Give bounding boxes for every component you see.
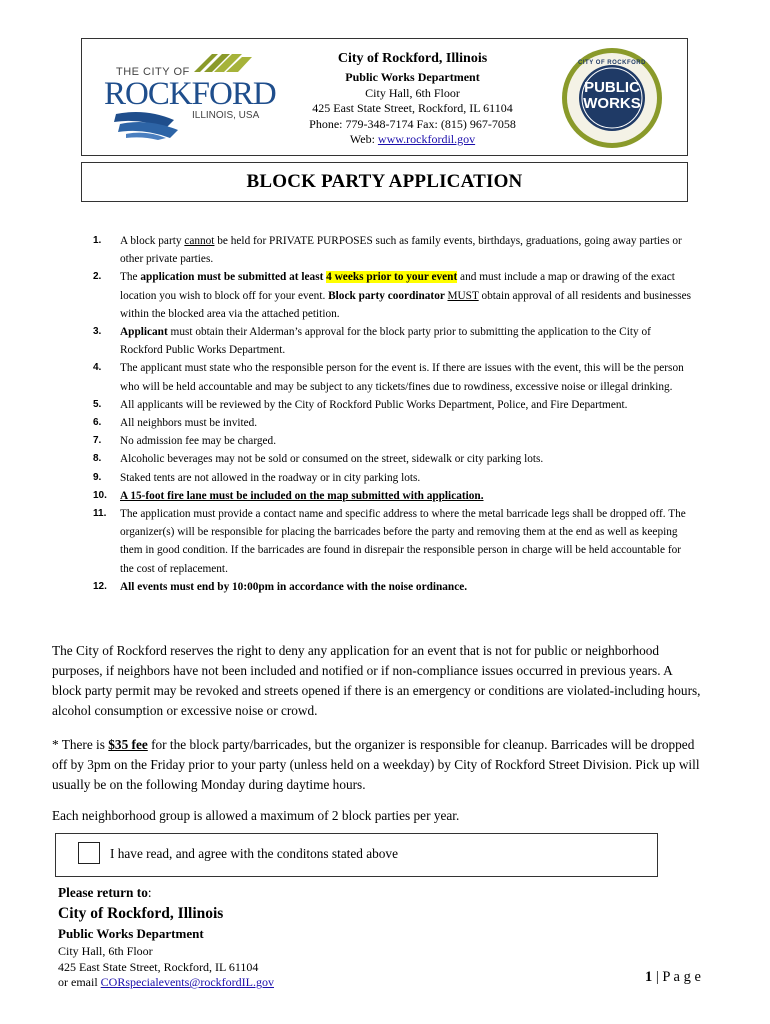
list-item	[93, 487, 693, 505]
rule-text: A block party	[120, 235, 185, 247]
rule-bold: Applicant	[120, 326, 168, 339]
list-item	[93, 469, 693, 487]
rule-bold: application must be submitted at least	[140, 271, 327, 284]
header-phone: Phone: 779-348-7174 Fax: (815) 967-7058	[309, 116, 516, 131]
public-works-seal	[560, 46, 664, 150]
agree-checkbox[interactable]	[78, 842, 100, 864]
list-item	[93, 450, 693, 468]
list-item	[93, 396, 693, 414]
list-item	[93, 232, 693, 268]
rule-text: The applicant must state who the responsible person for the event is. If there are issues with the event, this will be the person who will be held accountable and may be subject to any tickets/fines due to rowdiness, excessive noise or illegal drinking.	[120, 362, 684, 393]
email-prefix: or email	[58, 975, 101, 989]
page-separator: |	[652, 969, 663, 985]
rule-number: 4.	[93, 362, 102, 374]
rule-number: 11.	[93, 508, 107, 520]
list-item	[93, 505, 693, 578]
return-label-text: Please return to	[58, 885, 148, 900]
return-department: Public Works Department	[58, 926, 204, 941]
rule-text: must obtain their Alderman’s approval for the block party prior to submitting the application to the City of Rockford Public Works Department.	[120, 326, 651, 357]
email-link[interactable]: CORspecialevents@rockfordIL.gov	[100, 975, 274, 989]
rule-text: Staked tents are not allowed in the roadway or in city parking lots.	[120, 471, 421, 484]
return-label	[58, 884, 458, 901]
fee-text: for the block party/barricades, but the organizer is responsible for cleanup. Barricades will be dropped off by 3pm on the Friday prior to your party (unless held on a weekday) by City of Rockford Street Division. Pick up will usually be on the following Monday during daytime hours.	[52, 737, 700, 792]
header-department: Public Works Department	[345, 70, 480, 84]
list-item	[93, 414, 693, 432]
rule-highlight: 4 weeks prior to your event	[326, 271, 458, 284]
return-colon: :	[147, 885, 152, 900]
rule-underline: MUST	[447, 289, 479, 302]
deny-paragraph: The City of Rockford reserves the right to deny any application for an event that is not for public or neighborhood purposes, if neighbors have not been included and notified or if non-compliance issues occurred in previous years. A block party permit may be revoked and streets opened if there is an emergency or conditions are violated-including hours, alcohol consumption or excessive noise or crowd.	[52, 643, 701, 718]
header-city: City of Rockford, Illinois	[337, 51, 488, 66]
rules-list	[93, 232, 693, 596]
agree-label: I have read, and agree with the conditons stated above	[110, 846, 398, 861]
city-logo	[96, 50, 276, 140]
list-item	[93, 268, 693, 323]
rule-number: 5.	[93, 398, 102, 410]
page-number	[645, 969, 701, 986]
rule-number: 10.	[93, 489, 107, 501]
rule-number: 2.	[93, 271, 102, 283]
return-email	[58, 975, 458, 991]
rule-number: 9.	[93, 471, 102, 483]
header-web-link[interactable]: www.rockfordil.gov	[377, 132, 476, 146]
header-web-label: Web:	[349, 132, 378, 146]
list-item	[93, 323, 693, 359]
page-word: P a g e	[662, 969, 701, 985]
rule-text: No admission fee may be charged.	[120, 435, 277, 448]
rule-number: 3.	[93, 326, 102, 338]
rule-bold: Block party coordinator	[328, 289, 448, 302]
rule-number: 8.	[93, 453, 102, 465]
fee-text: * There is	[52, 737, 109, 752]
seal-main1: PUBLIC	[584, 79, 640, 96]
rule-number: 1.	[93, 235, 102, 246]
logo-line3: ILLINOIS, USA	[192, 110, 260, 121]
list-item	[93, 578, 693, 596]
rule-text: The application must provide a contact name and specific address to where the metal barricade legs shall be dropped off. The organizer(s) will be responsible for placing the barricades before the party and removing them at the end as well as keeping them in good condition. If the barricades are found in disrepair the responsible person in charge will be held accountable for the cost of replacement.	[120, 508, 686, 575]
rule-text: All applicants will be reviewed by the City of Rockford Public Works Department, Police, and Fire Department.	[120, 398, 628, 411]
list-item	[93, 432, 693, 450]
return-address	[58, 884, 458, 991]
application-title: BLOCK PARTY APPLICATION	[81, 162, 688, 202]
return-city: City of Rockford, Illinois	[58, 905, 224, 922]
header-floor: City Hall, 6th Floor	[365, 85, 460, 100]
rule-bold: All events must end by 10:00pm in accordance with the noise ordinance.	[120, 580, 468, 593]
rule-text: obtain approval of all residents and businesses within the blocked area via the attached petition.	[120, 289, 692, 320]
logo-line2: ROCKFORD	[104, 76, 276, 112]
list-item	[93, 359, 693, 395]
rule-text: and must include a map or drawing of the exact location you wish to block off for your event.	[120, 271, 675, 302]
rule-text: Alcoholic beverages may not be sold or consumed on the street, sidewalk or city parking lots.	[120, 453, 544, 466]
rule-text: All neighbors must be invited.	[120, 417, 258, 430]
rule-number: 12.	[93, 580, 107, 592]
return-floor: City Hall, 6th Floor	[58, 944, 153, 958]
rule-bold-underline: A 15-foot fire lane must be included on the map submitted with application.	[120, 489, 484, 502]
rule-text: be held for PRIVATE PURPOSES such as family events, birthdays, graduations, going away parties or other private parties.	[120, 235, 682, 266]
header-web	[280, 132, 545, 148]
header-contact	[280, 50, 545, 148]
rule-underline: cannot	[184, 235, 215, 247]
return-street: 425 East State Street, Rockford, IL 61104	[58, 959, 259, 974]
seal-top-text: CITY OF ROCKFORD	[578, 60, 646, 66]
rule-number: 7.	[93, 435, 102, 447]
rule-text: The	[120, 271, 141, 284]
page-number-value: 1	[645, 969, 653, 985]
seal-main2: WORKS	[583, 95, 641, 112]
fee-amount: $35 fee	[108, 737, 148, 752]
rule-number: 6.	[93, 417, 102, 429]
fee-paragraph	[52, 735, 702, 795]
logo-line1: THE CITY OF	[116, 66, 190, 78]
limit-paragraph: Each neighborhood group is allowed a maximum of 2 block parties per year.	[52, 808, 460, 823]
header-address: 425 East State Street, Rockford, IL 61104	[312, 101, 513, 115]
